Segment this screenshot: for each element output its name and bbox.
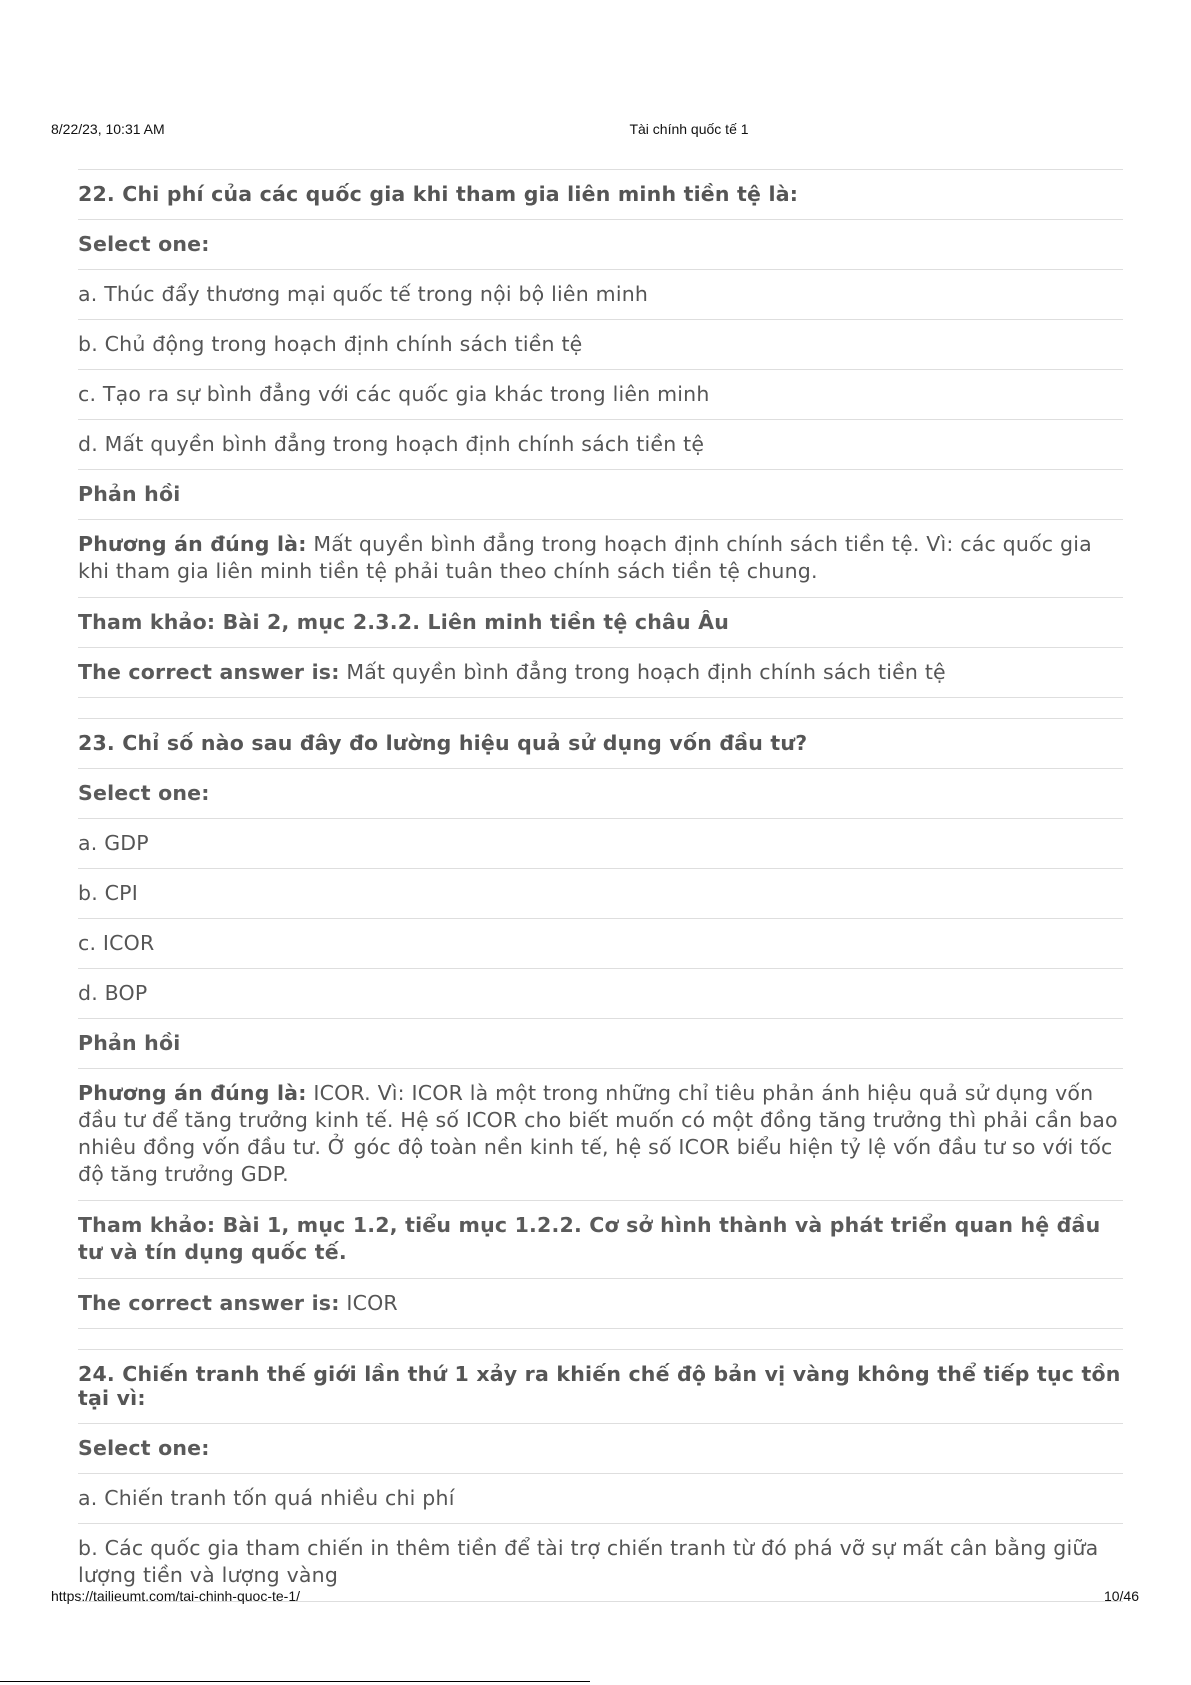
answer-text: Mất quyền bình đẳng trong hoạch định chính sách tiền tệ. Vì: các quốc gia khi tham gia liên minh tiền tệ phải tuân theo chính sách tiền tệ chung.: [78, 532, 1092, 583]
answer-text: ICOR. Vì: ICOR là một trong những chỉ tiêu phản ánh hiệu quả sử dụng vốn đầu tư để tăng trưởng kinh tế. Hệ số ICOR cho biết muốn có một đồng tăng trưởng thì phải cần bao nhiêu đồng vốn đầu tư. Ở góc độ toàn nền kinh tế, hệ số ICOR biểu hiện tỷ lệ vốn đầu tư so với tốc độ tăng trưởng GDP.: [78, 1081, 1118, 1186]
correct-text: ICOR: [339, 1291, 398, 1315]
select-one-label: Select one:: [78, 219, 1123, 269]
answer-label: Phương án đúng là:: [78, 1081, 307, 1105]
option-d[interactable]: d. Mất quyền bình đẳng trong hoạch định chính sách tiền tệ: [78, 419, 1123, 469]
option-d[interactable]: d. BOP: [78, 968, 1123, 1018]
reference-text: Tham khảo: Bài 2, mục 2.3.2. Liên minh tiền tệ châu Âu: [78, 597, 1123, 647]
question-gap: [78, 1329, 1123, 1349]
feedback-heading: Phản hồi: [78, 469, 1123, 519]
correct-answer: [78, 1278, 1123, 1329]
option-b[interactable]: b. Chủ động trong hoạch định chính sách tiền tệ: [78, 319, 1123, 369]
quiz-review-content: [78, 169, 1123, 1602]
select-one-label: Select one:: [78, 768, 1123, 818]
option-b[interactable]: b. CPI: [78, 868, 1123, 918]
question-title: 24. Chiến tranh thế giới lần thứ 1 xảy ra khiến chế độ bản vị vàng không thể tiếp tục tồn tại vì:: [78, 1349, 1123, 1423]
option-b[interactable]: b. Các quốc gia tham chiến in thêm tiền để tài trợ chiến tranh từ đó phá vỡ sự mất cân bằng giữa lượng tiền và lượng vàng: [78, 1523, 1123, 1602]
print-datetime: 8/22/23, 10:31 AM: [51, 121, 165, 137]
option-c[interactable]: c. ICOR: [78, 918, 1123, 968]
feedback-explanation: [78, 519, 1123, 597]
option-a[interactable]: a. Thúc đẩy thương mại quốc tế trong nội bộ liên minh: [78, 269, 1123, 319]
answer-label: Phương án đúng là:: [78, 532, 307, 556]
feedback-heading: Phản hồi: [78, 1018, 1123, 1068]
reference-text: Tham khảo: Bài 1, mục 1.2, tiểu mục 1.2.2. Cơ sở hình thành và phát triển quan hệ đầu tư và tín dụng quốc tế.: [78, 1200, 1123, 1278]
correct-answer: [78, 647, 1123, 698]
question-title: 22. Chi phí của các quốc gia khi tham gia liên minh tiền tệ là:: [78, 169, 1123, 219]
print-title: Tài chính quốc tế 1: [629, 121, 749, 137]
correct-label: The correct answer is:: [78, 660, 340, 684]
question-22: [78, 169, 1123, 698]
option-a[interactable]: a. GDP: [78, 818, 1123, 868]
print-url[interactable]: https://tailieumt.com/tai-chinh-quoc-te-1/: [51, 1588, 300, 1604]
option-a[interactable]: a. Chiến tranh tốn quá nhiều chi phí: [78, 1473, 1123, 1523]
correct-label: The correct answer is:: [78, 1291, 340, 1315]
question-24: [78, 1349, 1123, 1602]
page-number: 10/46: [1103, 1588, 1139, 1604]
option-c[interactable]: c. Tạo ra sự bình đẳng với các quốc gia khác trong liên minh: [78, 369, 1123, 419]
question-title: 23. Chỉ số nào sau đây đo lường hiệu quả sử dụng vốn đầu tư?: [78, 718, 1123, 768]
select-one-label: Select one:: [78, 1423, 1123, 1473]
question-23: [78, 718, 1123, 1329]
question-gap: [78, 698, 1123, 718]
feedback-explanation: [78, 1068, 1123, 1200]
correct-text: Mất quyền bình đẳng trong hoạch định chính sách tiền tệ: [339, 660, 946, 684]
page-edge-line: [0, 1681, 590, 1682]
